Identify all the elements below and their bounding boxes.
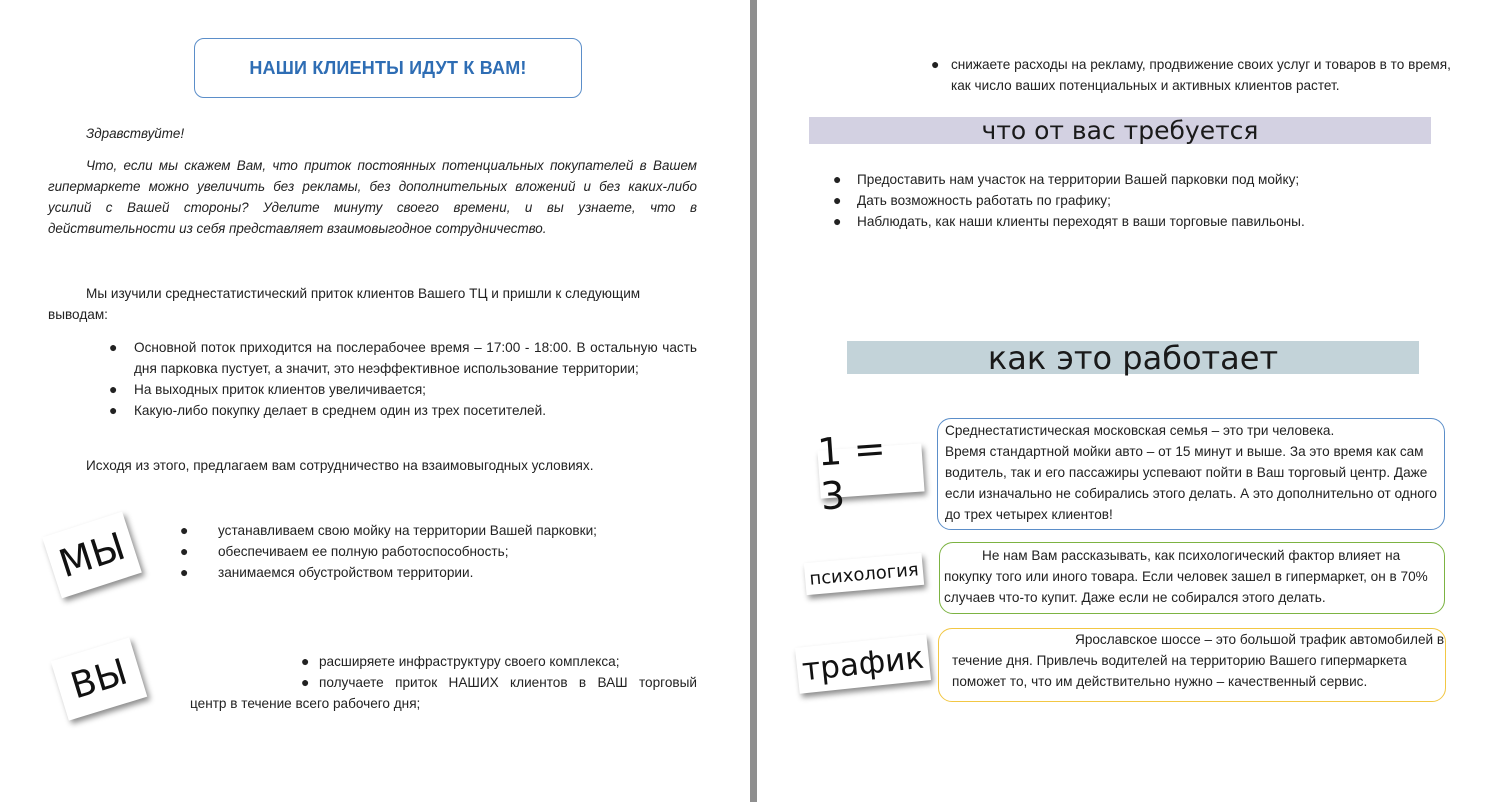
card-psychology-text: Не нам Вам рассказывать, как психологический фактор влияет на покупку того или иного товара. Если человек зашел в гипермаркет, он в 70% случаев что-то купит. Даже если не собирался этого делать.: [944, 548, 1428, 605]
card-psychology: [939, 542, 1445, 614]
list-item: ● Какую-либо покупку делает в среднем один из трех посетителей.: [109, 402, 546, 418]
findings-list: [109, 337, 697, 421]
page-divider: [750, 0, 757, 802]
traffic-sticker: трафик: [795, 634, 931, 694]
list-item: ● На выходных приток клиентов увеличивается;: [109, 381, 426, 397]
psychology-sticker: психология: [804, 553, 924, 595]
card-traffic-text: Ярославское шоссе – это большой трафик автомобилей в течение дня. Привлечь водителей на территорию Вашего гипермаркета поможет то, что им действительно нужно – качественный сервис.: [952, 632, 1445, 689]
we-sticker: МЫ: [42, 512, 142, 599]
list-item: ● расширяете инфраструктуру своего комплекса;: [301, 653, 620, 669]
card-family: [937, 418, 1445, 530]
required-list: [833, 169, 1457, 232]
list-item: ● Предоставить нам участок на территории Вашей парковки под мойку;: [833, 171, 1300, 187]
you-list-continuation: центр в течение всего рабочего дня;: [190, 696, 421, 711]
list-item: ● Основной поток приходится на послерабочее время – 17:00 - 18:00. В остальную часть дня парковка пустует, а значит, это неэффективное использование территории;: [109, 339, 697, 376]
page-title: НАШИ КЛИЕНТЫ ИДУТ К ВАМ!: [194, 38, 582, 98]
equation-sticker: 1 = 3: [817, 443, 924, 498]
you-list: [301, 651, 697, 693]
you-sticker: ВЫ: [51, 637, 148, 720]
intro-paragraph: Что, если мы скажем Вам, что приток постоянных потенциальных покупателей в Вашем гипермаркете можно увеличить без рекламы, без дополнительных вложений и без каких-либо усилий с Вашей стороны? Уделите минуту своего времени, и вы узнаете, что в действительности из себя представляет взаимовыгодное сотрудничество.: [48, 158, 697, 236]
card-family-line1: Среднестатистическая московская семья – это три человека.: [945, 423, 1335, 438]
right-page: [757, 0, 1507, 802]
how-header: как это работает: [847, 341, 1419, 374]
list-item: ● получаете приток НАШИХ клиентов в ВАШ торговый: [301, 674, 697, 690]
list-item: ● Наблюдать, как наши клиенты переходят в ваши торговые павильоны.: [833, 213, 1305, 229]
card-family-text: Время стандартной мойки авто – от 15 минут и выше. За это время как сам водитель, так и его пассажиры успевают пойти в Ваш торговый центр. Даже если изначально не собирались этого делать. А это дополнительно от одного до трех четырех клиентов!: [945, 444, 1437, 522]
required-header: что от вас требуется: [809, 117, 1431, 144]
list-item: ● обеспечиваем ее полную работоспособность;: [180, 543, 509, 559]
card-traffic: [938, 628, 1446, 702]
list-item: ● устанавливаем свою мойку на территории Вашей парковки;: [180, 522, 597, 538]
list-item: ● занимаемся обустройством территории.: [180, 564, 474, 580]
conclusion-paragraph: Исходя из этого, предлагаем вам сотрудничество на взаимовыгодных условиях.: [86, 458, 594, 473]
study-paragraph: Мы изучили среднестатистический приток клиентов Вашего ТЦ и пришли к следующим выводам:: [48, 286, 641, 322]
greeting: Здравствуйте!: [86, 126, 185, 141]
list-item: ● снижаете расходы на рекламу, продвижение своих услуг и товаров в то время, как число ваших потенциальных и активных клиентов растет.: [931, 56, 1451, 93]
list-item: ● Дать возможность работать по графику;: [833, 192, 1111, 208]
we-list: [180, 520, 698, 583]
top-list: [931, 54, 1461, 96]
left-page: [0, 0, 750, 802]
